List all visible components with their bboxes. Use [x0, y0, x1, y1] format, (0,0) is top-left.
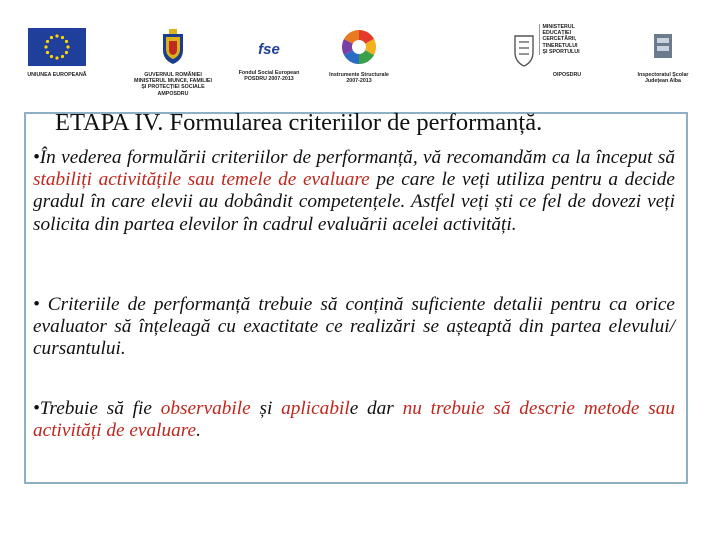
slide-title: ETAPA IV. Formularea criteriilor de performanță. — [55, 109, 543, 136]
p3-text-g: . — [196, 420, 201, 442]
government-caption-4: AMPOSDRU — [157, 90, 189, 97]
government-caption-1: GUVERNUL ROMÂNIEI — [144, 72, 202, 78]
school-inspectorate-emblem-icon — [650, 28, 676, 66]
ministry-line-3: CERCETĂRII, — [542, 36, 577, 43]
fse-caption-1: Fondul Social European — [238, 70, 300, 76]
ministry-line-1: MINISTERUL — [542, 24, 575, 30]
ministry-line-5: ȘI SPORTULUI — [542, 48, 580, 55]
isj-caption-1: Inspectoratul Școlar — [637, 72, 689, 78]
fse-caption-2: POSDRU 2007-2013 — [244, 76, 294, 83]
p3-text-c: și — [250, 398, 282, 419]
structural-caption-2: 2007-2013 — [346, 78, 372, 85]
eu-caption: UNIUNEA EUROPEANĂ — [27, 72, 87, 78]
isj-caption-2: Județean Alba — [644, 78, 681, 85]
p1-highlight: stabiliți activitățile sau temele de evaluare — [33, 169, 370, 191]
eu-logo — [22, 28, 92, 78]
ministry-emblem-icon — [513, 30, 535, 68]
structural-instruments-logo — [318, 28, 400, 84]
paragraph-observable — [33, 398, 675, 442]
fse-logo — [228, 28, 310, 82]
coat-of-arms-icon — [160, 28, 186, 66]
structural-caption-1: Instrumente Structurale — [329, 72, 389, 78]
p3-text-a: •Trebuie să fie — [33, 398, 161, 419]
logo-strip — [0, 0, 720, 110]
p3-applicable: aplicabil — [281, 398, 350, 419]
p1-text-c: pe care le veți utiliza pentru a decide gradul în care elevii au dobândit competențele. Astfel veți ști ce fel de dovezi veți solicita din partea elevilor în cadrul evaluării acelei activități. — [33, 169, 675, 235]
oiposdru-caption: OIPOSDRU — [552, 72, 582, 78]
government-caption-2: MINISTERUL MUNCII, FAMILIEI — [134, 78, 212, 85]
government-caption-3: ȘI PROTECȚIEI SOCIALE — [141, 84, 205, 91]
isj-alba-logo — [622, 28, 704, 84]
ministry-line-4: TINERETULUI — [542, 42, 578, 49]
p3-text-e: e dar — [349, 398, 403, 419]
ministry-logo — [506, 22, 601, 80]
p3-must-not: nu trebuie să descrie metode sau activități de evaluare — [33, 398, 675, 442]
government-logo — [118, 28, 228, 97]
fse-mark-icon: fse — [258, 41, 280, 58]
p3-observable: observabile — [160, 398, 251, 419]
ministry-line-2: EDUCAȚIEI — [542, 30, 572, 37]
paragraph-criteria-detail: • Criteriile de performanță trebuie să conțină suficiente detalii pentru ca orice evaluator să înțeleagă cu exactitate ce realizări se așteaptă din partea elevului/ cursantului. — [33, 294, 675, 360]
paragraph-activities — [33, 147, 675, 236]
eu-flag-icon — [28, 28, 86, 66]
structural-wheel-icon — [340, 28, 378, 66]
p1-text-a: •În vederea formulării criteriilor de performanță, vă recomandăm ca la început să — [33, 147, 675, 168]
